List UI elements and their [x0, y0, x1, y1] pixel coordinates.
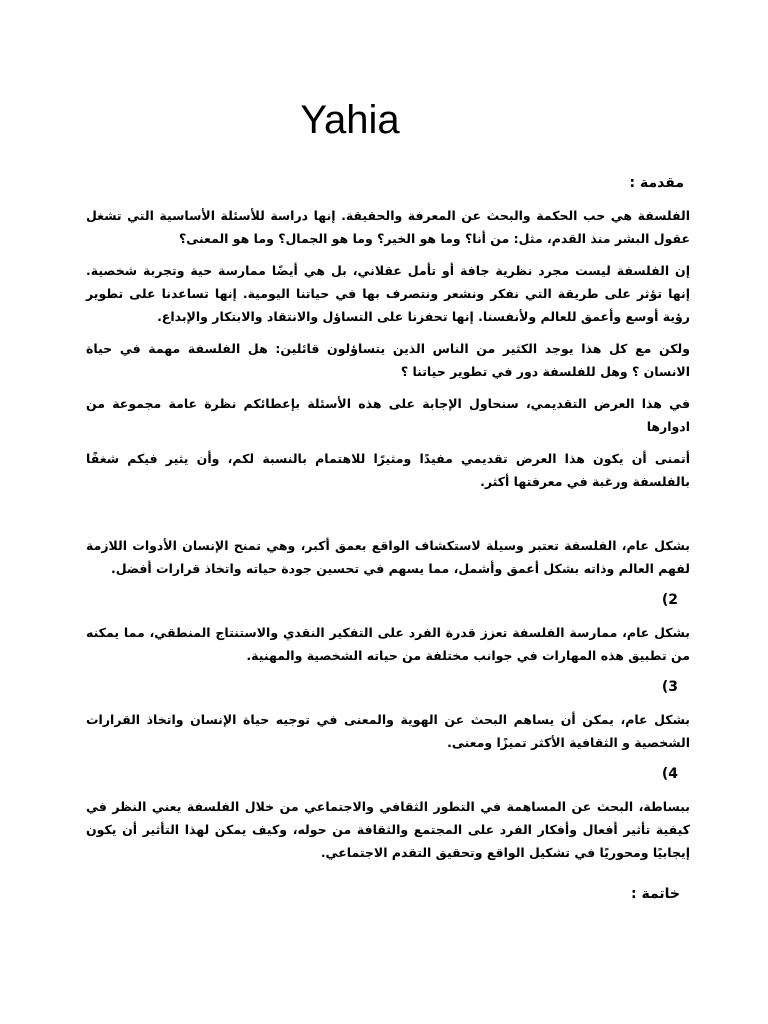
intro-paragraph-3: ولكن مع كل هذا يوجد الكثير من الناس الذين يتساؤلون قائلين: هل الفلسفة مهمة في حياة الانسان ؟ وهل للفلسفة دور في تطوير حياتنا ؟ — [86, 341, 690, 379]
intro-paragraph-2: إن الفلسفة ليست مجرد نظرية جافة أو تأمل عقلاني، بل هي أيضًا ممارسة حية وتجربة شخصية. إنها تؤثر على طريقة التي نفكر ونشعر ونتصرف بها في حياتنا اليومية. إنها تساعدنا على تطوير رؤية أوسع وأعمق للعالم ولأنفسنا. إنها تحفزنا على التساؤل والانتقاد والابتكار والإبداع. — [86, 263, 690, 324]
section-4-paragraph: ببساطة، البحث عن المساهمة في التطور الثقافي والاجتماعي من خلال الفلسفة يعني النظر في كيفية تأثير أفعال وأفكار الفرد على المجتمع والثقافة من حوله، وكيف يمكن لهذا التأثير أن يكون إيجابيًا ومحوريًا في تشكيل الواقع وتحقيق التقدم الاجتماعي. — [86, 799, 690, 860]
document-title: Yahia — [300, 98, 400, 142]
intro-heading: مقدمة : — [629, 175, 684, 191]
document-body — [86, 172, 690, 915]
blank-line — [86, 502, 690, 525]
intro-paragraph-4: في هذا العرض التقديمي، سنحاول الإجابة على هذه الأسئلة بإعطائكم نظرة عامة مجموعة من ادوارها — [86, 396, 690, 434]
conclusion-heading: خاتمة : — [631, 886, 680, 902]
section-3-paragraph: بشكل عام، يمكن أن يساهم البحث عن الهوية والمعنى في توجيه حياة الإنسان واتخاذ القرارات الشخصية و الثقافية الأكثر تميزًا ومعنى. — [86, 712, 690, 750]
section-1-paragraph: بشكل عام، الفلسفة تعتبر وسيلة لاستكشاف الواقع بعمق أكبر، وهي تمنح الإنسان الأدوات اللازمة لفهم العالم وذاته بشكل أعمق وأشمل، مما يسهم في تحسين جودة حياته واتخاذ قرارات أفضل. — [86, 538, 690, 576]
intro-paragraph-5: أتمنى أن يكون هذا العرض تقديمي مفيدًا ومثيرًا للاهتمام بالنسبة لكم، وأن يثير فيكم شغفًا بالفلسفة ورغبة في معرفتها أكثر. — [86, 451, 690, 489]
intro-paragraph-1: الفلسفة هي حب الحكمة والبحث عن المعرفة والحقيقة. إنها دراسة للأسئلة الأساسية التي تشغل عقول البشر منذ القدم، مثل: من أنا؟ وما هو الخير؟ وما هو الجمال؟ وما هو المعنى؟ — [86, 208, 690, 246]
section-3-number: (3 — [661, 679, 678, 695]
section-4-number: (4 — [661, 766, 678, 782]
section-2-paragraph: بشكل عام، ممارسة الفلسفة تعزز قدرة الفرد على التفكير النقدي والاستنتاج المنطقي، مما يمكنه من تطبيق هذه المهارات في جوانب مختلفة من حياته الشخصية والمهنية. — [86, 625, 690, 663]
section-2-number: (2 — [661, 592, 678, 608]
